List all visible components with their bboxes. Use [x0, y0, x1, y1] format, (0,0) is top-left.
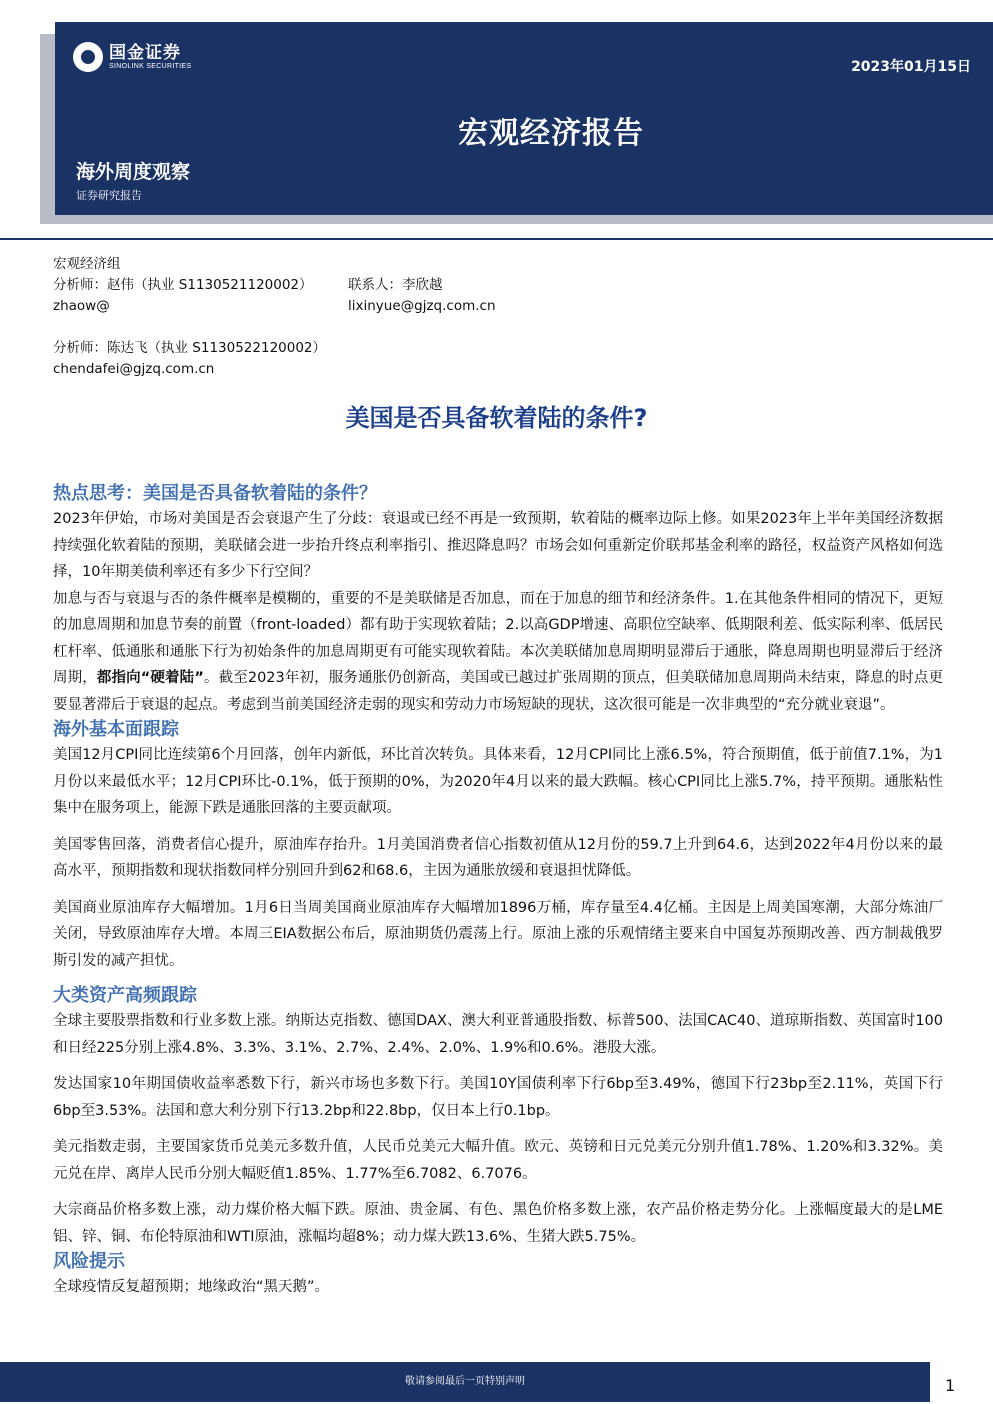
assets-paragraph-1: 全球主要股票指数和行业多数上涨。纳斯达克指数、德国DAX、澳大利亚普通股指数、标普500、法国CAC40、道琼斯指数、英国富时100和日经225分别上涨4.8%、3.3%、3.1%、2.7%、2.4%、2.0%、1.9%和0.6%。港股大涨。 [53, 1013, 943, 1056]
risk-paragraph: 全球疫情反复超预期；地缘政治“黑天鹅”。 [53, 1279, 330, 1295]
report-type-title: 宏观经济报告 [458, 116, 644, 151]
page-number: 1 [945, 1376, 956, 1395]
section-heading-fundamentals: 海外基本面跟踪 [53, 719, 179, 740]
assets-paragraph-2: 发达国家10年期国债收益率悉数下行，新兴市场也多数下行。美国10Y国债利率下行6bp至3.49%，德国下行23bp至2.11%，英国下行6bp至3.53%。法国和意大利分别下行13.2bp和22.8bp，仅日本上行0.1bp。 [53, 1076, 943, 1119]
hot-paragraph-2-text-b: 。截至2023年初，服务通胀仍创新高，美国或已越过扩张周期的顶点，但美联储加息周期尚未结束，降息的时点更要显著滞后于衰退的起点。考虑到当前美国经济走弱的现实和劳动力市场短缺的现状，这次很可能是一次非典型的“充分就业衰退”。 [53, 670, 943, 713]
header-divider [0, 238, 993, 240]
hot-paragraph-2 [53, 586, 943, 719]
analyst-1: 分析师：赵伟（执业 S1130521120002） [53, 277, 313, 293]
report-date: 2023年01月15日 [851, 59, 971, 75]
series-title: 海外周度观察 [76, 161, 191, 183]
report-body [53, 482, 943, 1301]
assets-paragraph-4: 大宗商品价格多数上涨，动力煤价格大幅下跌。原油、贵金属、有色、黑色价格多数上涨，农产品价格走势分化。上涨幅度最大的是LME铝、锌、铜、布伦特原油和WTI原油，涨幅均超8%；动力煤大跌13.6%、生猪大跌5.75%。 [53, 1202, 943, 1245]
hot-paragraph-2-emphasis: 都指向“硬着陆” [96, 670, 204, 686]
analyst-2-email[interactable]: chendafei@gjzq.com.cn [53, 361, 215, 377]
contact-email[interactable]: lixinyue@gjzq.com.cn [348, 298, 496, 314]
fundamentals-paragraph-3: 美国商业原油库存大幅增加。1月6日当周美国商业原油库存大幅增加1896万桶，库存量至4.4亿桶。主因是上周美国寒潮，大部分炼油厂关闭，导致原油库存大增。本周三EIA数据公布后，原油期货仍震荡上行。原油上涨的乐观情绪主要来自中国复苏预期改善、西方制裁俄罗斯引发的减产担忧。 [53, 899, 943, 969]
hot-paragraph-2-text-a: 加息与否与衰退与否的条件概率是模糊的，重要的不是美联储是否加息，而在于加息的细节和经济条件。1.在其他条件相同的情况下，更短的加息周期和加息节奏的前置（front-loaded）都有助于实现软着陆；2.以高GDP增速、高职位空缺率、低期限利差、低实际利率、低居民杠杆率、低通胀和通胀下行为初始条件的加息周期更有可能实现软着陆。本次美联储加息周期明显滞后于通胀，降息周期也明显滞后于经济周期， [53, 590, 943, 686]
series-label: 证券研究报告 [76, 189, 142, 202]
report-main-title: 美国是否具备软着陆的条件? [345, 404, 648, 432]
analyst-block [53, 254, 496, 380]
fundamentals-paragraph-2: 美国零售回落，消费者信心提升，原油库存抬升。1月美国消费者信心指数初值从12月份的59.7上升到64.6，达到2022年4月份以来的最高水平，预期指数和现状指数同样分别回升到62和68.6，主因为通胀放缓和衰退担忧降低。 [53, 836, 943, 879]
company-logo [73, 42, 191, 72]
logo-mark-icon [73, 42, 103, 72]
footer-disclaimer: 敬请参阅最后一页特别声明 [0, 1362, 930, 1402]
section-heading-risk: 风险提示 [53, 1251, 125, 1272]
section-heading-hot: 热点思考：美国是否具备软着陆的条件？ [53, 483, 377, 504]
section-heading-assets: 大类资产高频跟踪 [53, 985, 197, 1006]
analyst-2: 分析师：陈达飞（执业 S1130522120002） [53, 340, 327, 356]
contact-person: 联系人：李欣越 [348, 277, 443, 293]
analyst-group: 宏观经济组 [53, 256, 121, 272]
analyst-1-email[interactable]: zhaow@ [53, 298, 110, 314]
logo-name-cn: 国金证券 [109, 42, 181, 63]
fundamentals-paragraph-1: 美国12月CPI同比连续第6个月回落，创年内新低，环比首次转负。具体来看，12月CPI同比上涨6.5%，符合预期值，低于前值7.1%，为1月份以来最低水平；12月CPI环比-0.1%，低于预期的0%，为2020年4月以来的最大跌幅。核心CPI同比上涨5.7%，持平预期。通胀粘性集中在服务项上，能源下跌是通胀回落的主要贡献项。 [53, 747, 943, 816]
hot-paragraph-1: 2023年伊始，市场对美国是否会衰退产生了分歧：衰退或已经不再是一致预期，软着陆的概率边际上修。如果2023年上半年美国经济数据持续强化软着陆的预期，美联储会进一步抬升终点利率指引、推迟降息吗？市场会如何重新定价联邦基金利率的路径，权益资产风格如何选择，10年期美债利率还有多少下行空间？ [53, 511, 943, 580]
logo-name-en: SINOLINK SECURITIES [109, 62, 192, 70]
assets-paragraph-3: 美元指数走弱，主要国家货币兑美元多数升值，人民币兑美元大幅升值。欧元、英镑和日元兑美元分别升值1.78%、1.20%和3.32%。美元兑在岸、离岸人民币分别大幅贬值1.85%、1.77%至6.7082、6.7076。 [53, 1139, 943, 1182]
